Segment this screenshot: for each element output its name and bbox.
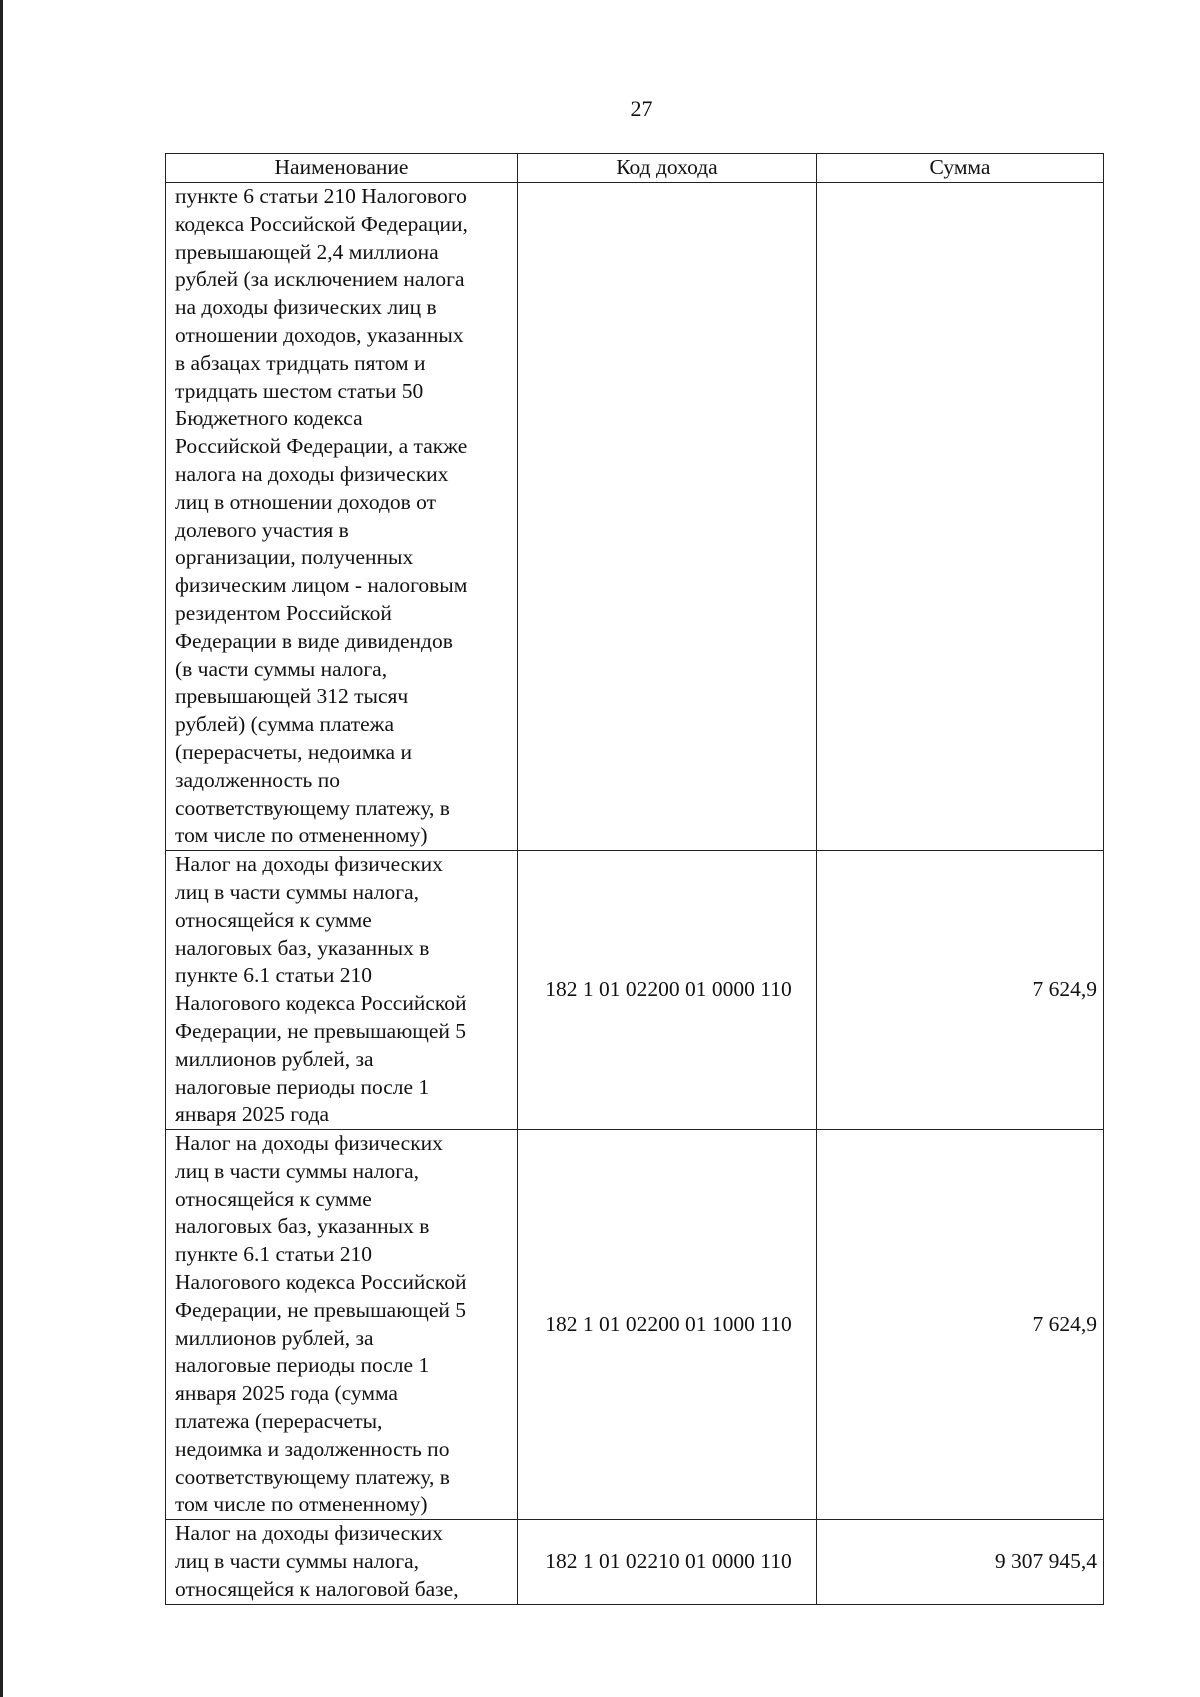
- header-code: Код дохода: [518, 154, 817, 183]
- name-line: налоговые периоды после 1: [175, 1074, 430, 1099]
- name-line: пункте 6.1 статьи 210: [175, 963, 373, 988]
- row-name-cell: [166, 1130, 518, 1520]
- table-row: [166, 1520, 1104, 1604]
- name-line: кодекса Российской Федерации,: [175, 211, 468, 236]
- name-line: недоимка и задолженность по: [175, 1436, 450, 1461]
- row-amount-cell: [817, 183, 1104, 851]
- name-line: Налог на доходы физических: [175, 852, 443, 877]
- name-line: соответствующему платежу, в: [175, 795, 450, 820]
- table-header-row: [166, 154, 1104, 183]
- name-line: Налогового кодекса Российской: [175, 991, 467, 1016]
- header-amount: Сумма: [817, 154, 1104, 183]
- name-line: Налог на доходы физических: [175, 1131, 443, 1156]
- name-line: налоговых баз, указанных в: [175, 1214, 430, 1239]
- name-line: на доходы физических лиц в: [175, 295, 437, 320]
- name-line: в абзацах тридцать пятом и: [175, 350, 426, 375]
- name-line: Федерации, не превышающей 5: [175, 1018, 466, 1043]
- name-line: соответствующему платежу, в: [175, 1464, 450, 1489]
- name-line: налоговых баз, указанных в: [175, 935, 430, 960]
- row-code-cell: [518, 183, 817, 851]
- name-line: Федерации в виде дивидендов: [175, 628, 453, 653]
- name-line: долевого участия в: [175, 517, 349, 542]
- name-line: том числе по отмененному): [175, 1492, 428, 1517]
- name-line: лиц в части суммы налога,: [175, 1549, 420, 1574]
- name-line: физическим лицом - налоговым: [175, 573, 468, 598]
- row-amount-cell: 9 307 945,4: [817, 1520, 1104, 1604]
- name-line: относящейся к сумме: [175, 907, 372, 932]
- scan-edge: [0, 0, 3, 1697]
- name-line: налоговые периоды после 1: [175, 1353, 430, 1378]
- row-name-cell: [166, 183, 518, 851]
- name-line: Федерации, не превышающей 5: [175, 1297, 466, 1322]
- row-name-cell: [166, 1520, 518, 1604]
- table-row: [166, 183, 1104, 851]
- name-line: рублей) (сумма платежа: [175, 712, 395, 737]
- name-line: налога на доходы физических: [175, 461, 449, 486]
- name-line: (в части суммы налога,: [175, 656, 388, 681]
- name-line: организации, полученных: [175, 545, 414, 570]
- name-line: задолженность по: [175, 767, 340, 792]
- name-line: января 2025 года: [175, 1102, 330, 1127]
- row-code-cell: 182 1 01 02200 01 0000 110: [518, 851, 817, 1130]
- name-line: миллионов рублей, за: [175, 1046, 374, 1071]
- table-row: [166, 1130, 1104, 1520]
- name-line: том числе по отмененному): [175, 823, 428, 848]
- name-line: превышающей 312 тысяч: [175, 684, 409, 709]
- name-line: Налог на доходы физических: [175, 1521, 443, 1546]
- name-line: платежа (перерасчеты,: [175, 1409, 383, 1434]
- name-line: отношении доходов, указанных: [175, 322, 464, 347]
- table-row: [166, 851, 1104, 1130]
- name-line: (перерасчеты, недоимка и: [175, 739, 412, 764]
- row-code-cell: 182 1 01 02200 01 1000 110: [518, 1130, 817, 1520]
- name-line: рублей (за исключением налога: [175, 267, 465, 292]
- page-number: 27: [630, 96, 653, 121]
- row-amount-cell: 7 624,9: [817, 851, 1104, 1130]
- name-line: относящейся к сумме: [175, 1186, 372, 1211]
- row-code-cell: 182 1 01 02210 01 0000 110: [518, 1520, 817, 1604]
- name-line: пункте 6 статьи 210 Налогового: [175, 184, 467, 208]
- name-line: превышающей 2,4 миллиона: [175, 239, 439, 264]
- name-line: Российской Федерации, а также: [175, 434, 468, 459]
- name-line: миллионов рублей, за: [175, 1325, 374, 1350]
- revenue-table: [165, 153, 1104, 1605]
- row-name-cell: [166, 851, 518, 1130]
- name-line: лиц в части суммы налога,: [175, 879, 420, 904]
- name-line: резидентом Российской: [175, 600, 392, 625]
- row-amount-cell: 7 624,9: [817, 1130, 1104, 1520]
- name-line: тридцать шестом статьи 50: [175, 378, 424, 403]
- name-line: лиц в отношении доходов от: [175, 489, 437, 514]
- name-line: Бюджетного кодекса: [175, 406, 363, 431]
- name-line: относящейся к налоговой базе,: [175, 1576, 459, 1601]
- header-name: Наименование: [166, 154, 518, 183]
- name-line: Налогового кодекса Российской: [175, 1270, 467, 1295]
- name-line: января 2025 года (сумма: [175, 1381, 398, 1406]
- name-line: пункте 6.1 статьи 210: [175, 1242, 373, 1267]
- table-body: [166, 183, 1104, 1605]
- name-line: лиц в части суммы налога,: [175, 1158, 420, 1183]
